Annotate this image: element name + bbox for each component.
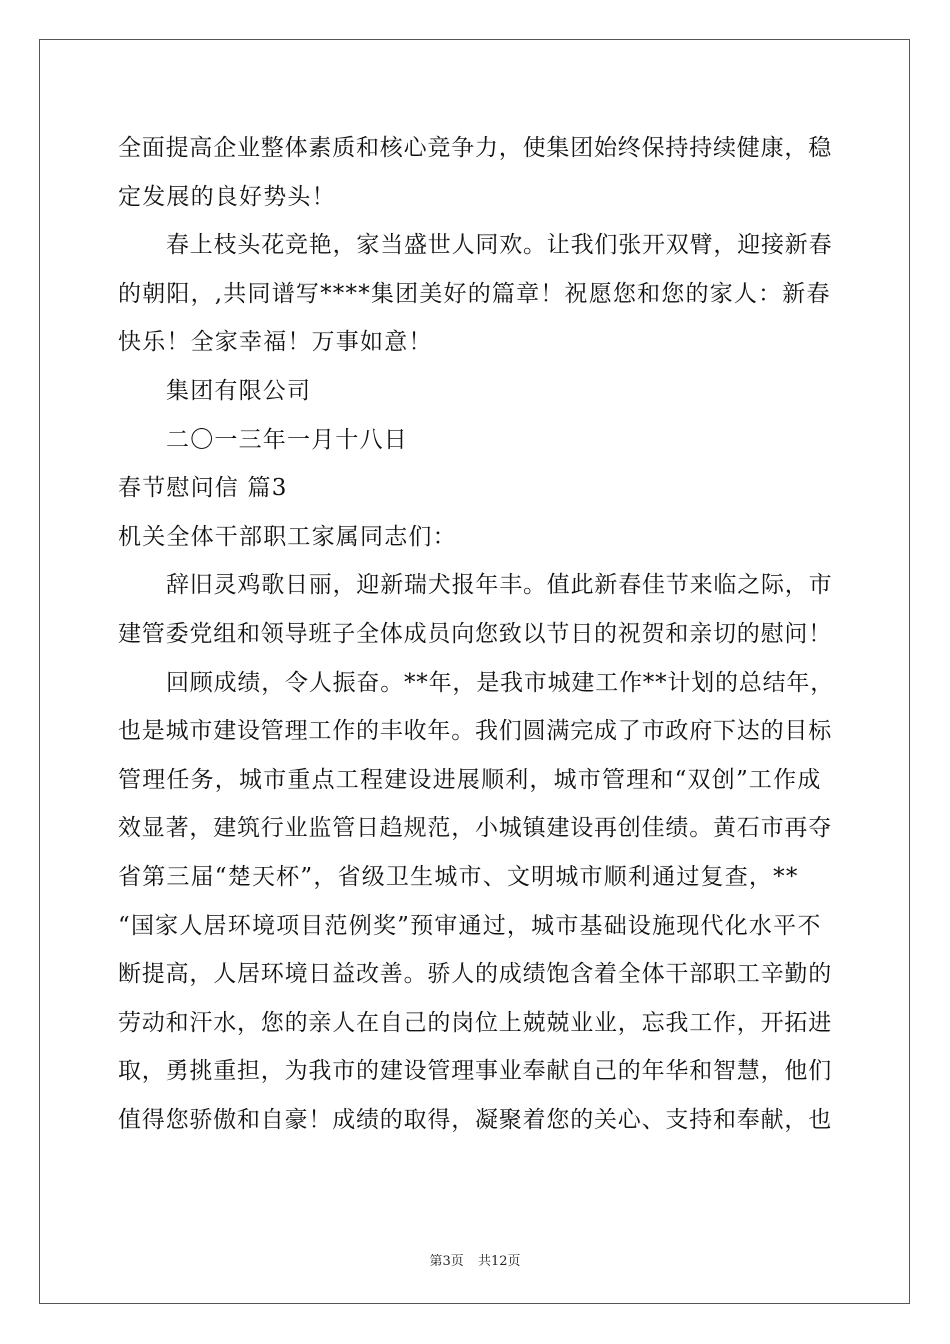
text-line: 二〇一三年一月十八日 (166, 426, 408, 453)
text-line: 省第三届“楚天杯”，省级卫生城市、文明城市顺利通过复查，** (118, 863, 799, 890)
text-line: 辞旧灵鸡歌日丽，迎新瑞犬报年丰。值此新春佳节来临之际，市 (166, 572, 833, 599)
text-line: 建管委党组和领导班子全体成员向您致以节日的祝贺和亲切的慰问！ (118, 620, 832, 647)
page-number-current: 第3页 (429, 1254, 464, 1269)
text-line: 取，勇挑重担，为我市的建设管理事业奉献自己的年华和智慧，他们 (118, 1058, 832, 1085)
text-line: 管理任务，城市重点工程建设进展顺利，城市管理和“双创”工作成 (118, 766, 822, 793)
text-line: 值得您骄傲和自豪！成绩的取得，凝聚着您的关心、支持和奉献，也 (118, 1106, 832, 1133)
text-line: 机关全体干部职工家属同志们： (118, 523, 457, 550)
text-line: 全面提高企业整体素质和核心竞争力，使集团始终保持持续健康，稳 (118, 135, 832, 161)
document-body (118, 124, 834, 1144)
text-line: 劳动和汗水，您的亲人在自己的岗位上兢兢业业，忘我工作，开拓进 (118, 1009, 832, 1036)
text-line: “国家人居环境项目范例奖”预审通过，城市基础设施现代化水平不 (118, 912, 822, 939)
text-line: 集团有限公司 (166, 377, 312, 404)
page-footer (0, 1250, 950, 1269)
text-line: 定发展的良好势头！ (118, 183, 336, 210)
text-line: 快乐！全家幸福！万事如意！ (118, 329, 433, 356)
text-line: 断提高，人居环境日益改善。骄人的成绩饱含着全体干部职工辛勤的 (118, 961, 832, 988)
text-line: 春节慰问信 篇3 (118, 475, 288, 502)
page-number-total: 共12页 (477, 1254, 521, 1269)
text-line: 也是城市建设管理工作的丰收年。我们圆满完成了市政府下达的目标 (118, 718, 832, 745)
text-line: 春上枝头花竞艳，家当盛世人同欢。让我们张开双臂，迎接新春 (166, 232, 833, 259)
text-line: 效显著，建筑行业监管日趋规范，小城镇建设再创佳绩。黄石市再夺 (118, 815, 832, 842)
text-line: 回顾成绩，令人振奋。**年，是我市城建工作**计划的总结年， (166, 669, 834, 696)
text-line: 的朝阳，,共同谱写****集团美好的篇章！祝愿您和您的家人：新春 (118, 280, 831, 307)
